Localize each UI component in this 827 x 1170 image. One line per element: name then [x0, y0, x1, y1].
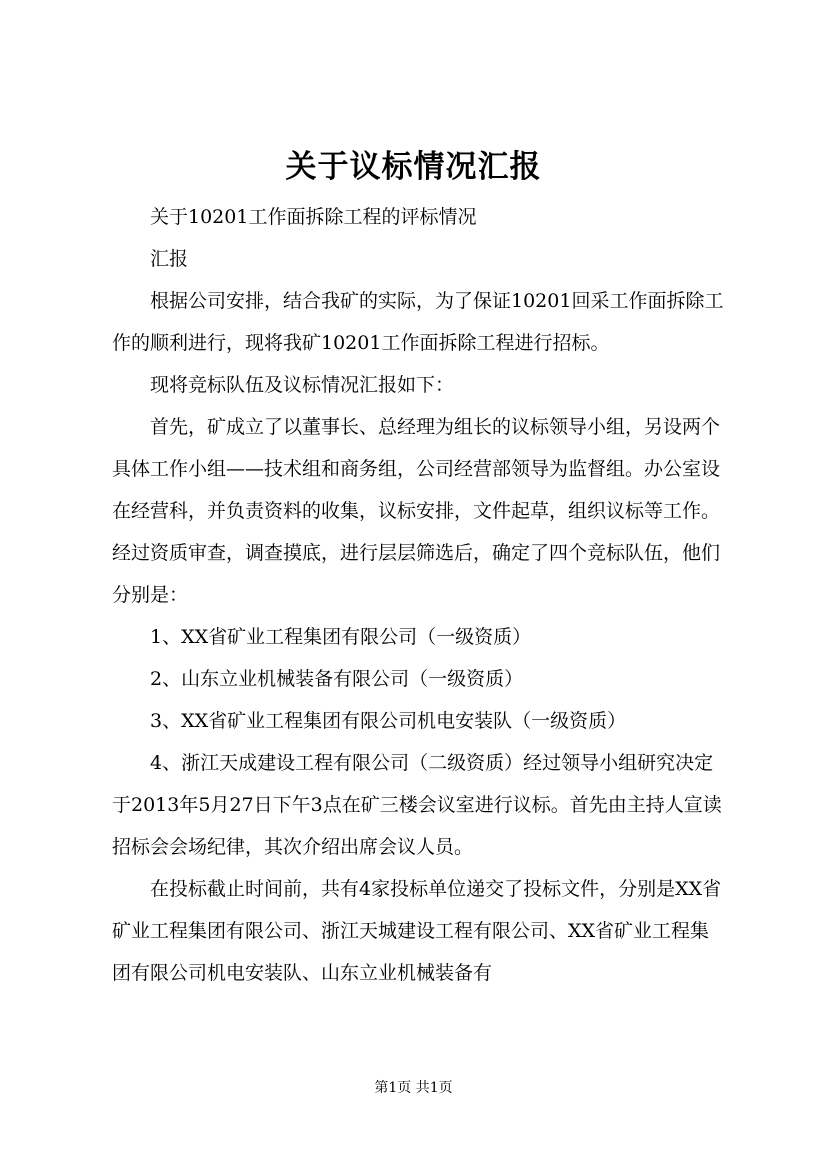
paragraph-bidder-4-decision: 4、浙江天成建设工程有限公司（二级资质）经过领导小组研究决定于2013年5月27日下午3点在矿三楼会议室进行议标。首先由主持人宣读招标会会场纪律，其次介绍出席会议人员。 [112, 752, 722, 858]
paragraph-committee: 首先，矿成立了以董事长、总经理为组长的议标领导小组，另设两个具体工作小组——技术组和商务组，公司经营部领导为监督组。办公室设在经营科，并负责资料的收集，议标安排，文件起草，组织议标等工作。经过资质审查，调查摸底，进行层层筛选后，确定了四个竞标队伍，他们分别是： [112, 416, 721, 606]
list-item-bidder-3: 3、XX省矿业工程集团有限公司机电安装队（一级资质） [150, 710, 627, 732]
page-footer: 第1页 共1页 [374, 1080, 453, 1096]
subtitle-line-2: 汇报 [150, 248, 189, 270]
list-item-bidder-2: 2、山东立业机械装备有限公司（一级资质） [150, 668, 524, 690]
paragraph-report-intro: 现将竞标队伍及议标情况汇报如下： [150, 374, 455, 396]
paragraph-arrangement: 根据公司安排，结合我矿的实际，为了保证10201回采工作面拆除工作的顺利进行，现将我矿10201工作面拆除工程进行招标。 [112, 290, 724, 354]
paragraph-bid-submission: 在投标截止时间前，共有4家投标单位递交了投标文件，分别是XX省矿业工程集团有限公司、浙江天城建设工程有限公司、XX省矿业工程集团有限公司机电安装队、山东立业机械装备有 [112, 878, 722, 984]
subtitle-line-1: 关于10201工作面拆除工程的评标情况 [150, 206, 477, 228]
document-body [112, 196, 724, 994]
list-item-bidder-1: 1、XX省矿业工程集团有限公司（一级资质） [150, 626, 532, 648]
document-title: 关于议标情况汇报 [285, 149, 542, 185]
